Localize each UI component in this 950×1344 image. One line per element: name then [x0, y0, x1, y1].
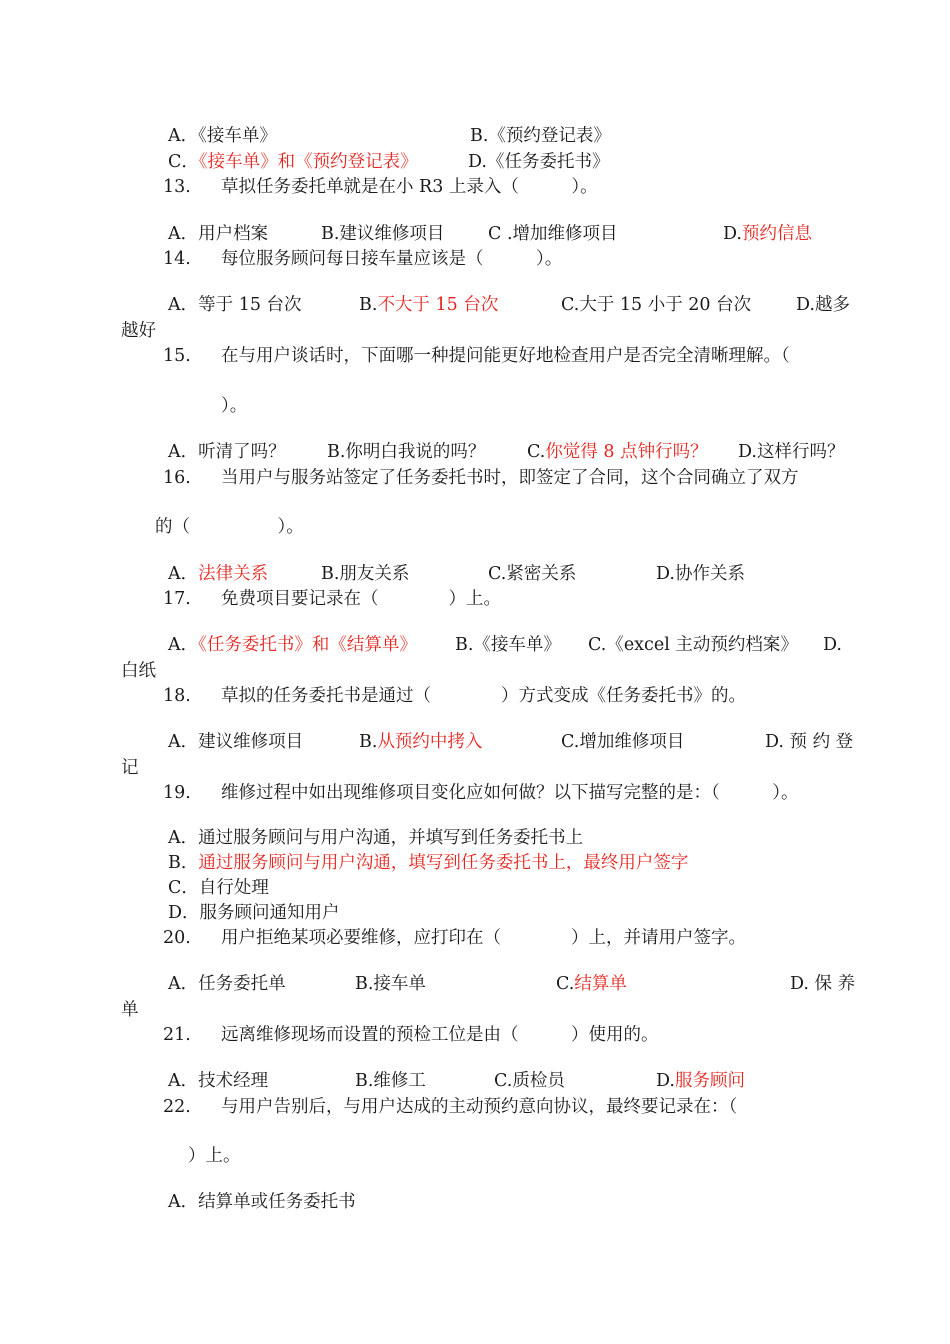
- q14-option-a: A．等于 15 台次: [168, 295, 302, 315]
- q15-number: 15.: [163, 346, 191, 366]
- q13-option-c: C .增加维修项目: [488, 224, 618, 244]
- q14-option-d-wrap: 越好: [121, 321, 156, 341]
- q21-option-d: [656, 1069, 745, 1093]
- q16-option-c: C.紧密关系: [488, 564, 577, 584]
- q14-stem: 每位服务顾问每日接车量应该是（ ）。: [221, 249, 563, 269]
- q12-option-c: [168, 150, 418, 174]
- q16-option-a: [168, 562, 268, 586]
- q14-option-d: D.越多: [796, 295, 850, 315]
- answer-text: 不大于 15 台次: [377, 295, 499, 315]
- q16-option-b: B.朋友关系: [321, 564, 410, 584]
- q12-option-a: A．《接车单》: [168, 126, 277, 146]
- option-prefix: A．: [168, 635, 199, 655]
- q18-option-d: D. 预 约 登: [765, 732, 854, 752]
- q13-option-d: [723, 222, 812, 246]
- option-prefix: D.: [723, 224, 742, 244]
- q15-stem-end: ）。: [221, 396, 248, 416]
- q17-number: 17.: [163, 589, 191, 609]
- q18-number: 18.: [163, 686, 191, 706]
- q13-option-b: B.建议维修项目: [321, 224, 445, 244]
- option-prefix: D.: [656, 1071, 675, 1091]
- q21-option-b: B.维修工: [355, 1071, 426, 1091]
- q18-option-b: [359, 730, 482, 754]
- q19-option-c: C．自行处理: [168, 878, 269, 898]
- option-prefix: B.: [359, 295, 378, 315]
- q18-option-d-wrap: 记: [121, 758, 139, 778]
- q22-number: 22.: [163, 1097, 191, 1117]
- q18-option-a: A．建议维修项目: [168, 732, 304, 752]
- option-prefix: C.: [527, 442, 546, 462]
- q22-stem-end: ）上。: [188, 1146, 241, 1166]
- q19-stem: 维修过程中如出现维修项目变化应如何做？以下描写完整的是：（ ）。: [221, 783, 799, 803]
- q15-option-b: B.你明白我说的吗？: [327, 442, 486, 462]
- q21-number: 21.: [163, 1025, 191, 1045]
- q12-option-b: B.《预约登记表》: [470, 126, 611, 146]
- q15-option-c: [527, 440, 708, 464]
- q18-stem: 草拟的任务委托书是通过（ ）方式变成《任务委托书》的。: [221, 686, 746, 706]
- q17-stem: 免费项目要记录在（ ）上。: [221, 589, 501, 609]
- answer-text: 《任务委托书》和《结算单》: [198, 635, 417, 655]
- answer-text: 通过服务顾问与用户沟通，填写到任务委托书上，最终用户签字: [198, 853, 689, 873]
- q19-option-a: A．通过服务顾问与用户沟通，并填写到任务委托书上: [168, 828, 584, 848]
- q16-stem-end: 的（ ）。: [155, 517, 304, 537]
- q21-option-c: C.质检员: [494, 1071, 565, 1091]
- q20-option-b: B.接车单: [355, 974, 426, 994]
- q19-option-d: D．服务顾问通知用户: [168, 903, 340, 923]
- q16-number: 16.: [163, 468, 191, 488]
- answer-text: 从预约中拷入: [377, 732, 483, 752]
- option-prefix: C.: [556, 974, 575, 994]
- option-prefix: A．: [168, 564, 199, 584]
- option-prefix: B.: [359, 732, 378, 752]
- q17-option-d-wrap: 白纸: [121, 661, 156, 681]
- q17-option-a: [168, 633, 417, 657]
- q14-option-b: [359, 293, 498, 317]
- q14-number: 14.: [163, 249, 191, 269]
- q17-option-d: D.: [823, 635, 842, 655]
- q15-stem: 在与用户谈话时，下面哪一种提问能更好地检查用户是否完全清晰理解。（: [221, 346, 790, 366]
- q17-option-b: B.《接车单》: [455, 635, 561, 655]
- q22-stem: 与用户告别后，与用户达成的主动预约意向协议，最终要记录在：（: [221, 1097, 738, 1117]
- option-prefix: C．: [168, 152, 199, 172]
- q15-option-d: D.这样行吗？: [738, 442, 845, 462]
- q20-number: 20.: [163, 928, 191, 948]
- q19-option-b: [168, 851, 688, 875]
- q14-option-c: C.大于 15 小于 20 台次: [561, 295, 752, 315]
- q22-option-a: A．结算单或任务委托书: [168, 1192, 356, 1212]
- q17-option-c: C.《excel 主动预约档案》: [588, 635, 798, 655]
- answer-text: 你觉得 8 点钟行吗？: [545, 442, 708, 462]
- q18-option-c: C.增加维修项目: [561, 732, 685, 752]
- q20-stem: 用户拒绝某项必要维修，应打印在（ ）上，并请用户签字。: [221, 928, 746, 948]
- q13-option-a: A．用户档案: [168, 224, 269, 244]
- q13-stem: 草拟任务委托单就是在小 R3 上录入（ ）。: [221, 177, 598, 197]
- q15-option-a: A．听清了吗？: [168, 442, 286, 462]
- q20-option-c: [556, 972, 627, 996]
- q16-stem: 当用户与服务站签定了任务委托书时，即签定了合同，这个合同确立了双方: [221, 468, 799, 488]
- answer-text: 结算单: [574, 974, 627, 994]
- answer-text: 法律关系: [198, 564, 269, 584]
- option-prefix: B．: [168, 853, 199, 873]
- q12-option-d: D.《任务委托书》: [468, 152, 610, 172]
- answer-text: 预约信息: [741, 224, 812, 244]
- q19-number: 19.: [163, 783, 191, 803]
- q21-option-a: A．技术经理: [168, 1071, 269, 1091]
- q20-option-d: D. 保 养: [790, 974, 856, 994]
- answer-text: 《接车单》和《预约登记表》: [198, 152, 418, 172]
- q21-stem: 远离维修现场而设置的预检工位是由（ ）使用的。: [221, 1025, 659, 1045]
- q16-option-d: D.协作关系: [656, 564, 745, 584]
- q20-option-d-wrap: 单: [121, 1000, 139, 1020]
- q13-number: 13.: [163, 177, 191, 197]
- answer-text: 服务顾问: [674, 1071, 745, 1091]
- q20-option-a: A．任务委托单: [168, 974, 286, 994]
